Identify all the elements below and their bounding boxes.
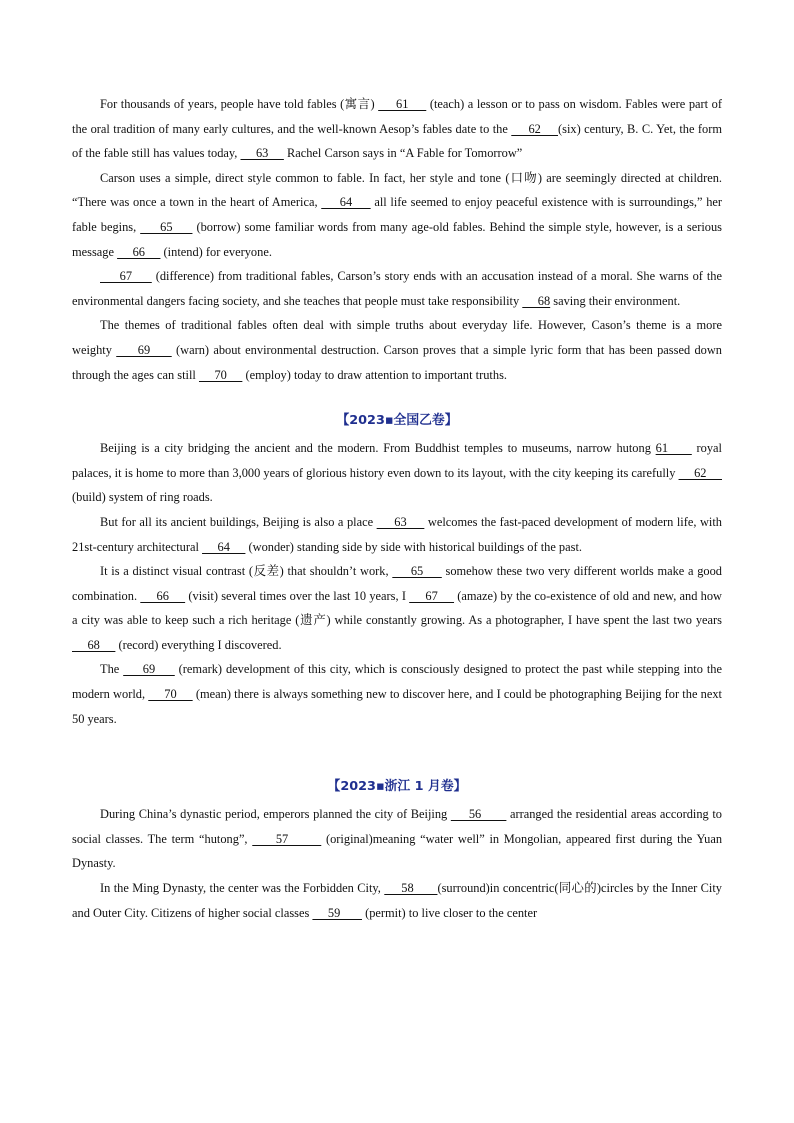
passage-text: (record) everything I discovered. xyxy=(115,637,282,652)
paragraph xyxy=(72,92,722,166)
answer-blank: 66 xyxy=(140,588,186,603)
passage-text: (amaze) by the co-existence of old and new, and how a city was able to keep such a rich heritage (遗产) while constantly growing. As a photographer, I have spent the last two years xyxy=(72,588,723,628)
answer-blank: 65 xyxy=(392,564,442,579)
passage-text: The themes of traditional fables often deal with simple truths about everyday life. However, Cason’s theme is a more weighty xyxy=(72,318,722,357)
section-title-quanguo-yi: 【2023▪全国乙卷】 xyxy=(336,413,458,429)
passage-text: (teach) a lesson or to pass on wisdom. Fables were part of the oral tradition of many early cultures, and the well-known Aesop’s fables date to the xyxy=(72,97,722,136)
answer-blank: 70 xyxy=(198,367,243,382)
passage-text: (employ) today to draw attention to important truths. xyxy=(242,367,507,382)
passage-text: But for all its ancient buildings, Beijing is also a place xyxy=(100,514,377,529)
passage-text: (surround)in concentric(同心的)circles by the Inner City and Outer City. Citizens of higher social classes xyxy=(72,881,723,920)
passage-section-3 xyxy=(72,802,722,925)
answer-blank: 65 xyxy=(140,219,193,234)
answer-blank: 67 xyxy=(100,269,152,284)
passage-text: (mean) there is always something new to discover here, and I could be photographing Beijing for the next 50 years. xyxy=(72,687,722,726)
answer-blank: 63 xyxy=(240,146,284,161)
answer-blank: 64 xyxy=(321,195,371,210)
passage-text: all life seemed to enjoy peaceful existence with is surroundings,” her fable begins, xyxy=(72,195,723,234)
answer-blank: 58 xyxy=(384,881,438,896)
passage-text: (original)meaning “water well” in Mongolian, appeared first during the Yuan Dynasty. xyxy=(72,831,723,871)
answer-blank: 67 xyxy=(409,588,455,603)
passage-text: (visit) several times over the last 10 years, I xyxy=(185,588,410,603)
passage-text: (six) century, B. C. Yet, the form of the fable still has values today, xyxy=(72,121,723,161)
paragraph xyxy=(72,313,722,387)
answer-blank: 70 xyxy=(148,687,193,702)
passage-text: arranged the residential areas according to social classes. The term “hutong”, xyxy=(72,807,722,846)
passage-text: (wonder) standing side by side with historical buildings of the past. xyxy=(245,539,582,554)
passage-text: welcomes the fast-paced development of modern life, with 21st-century architectural xyxy=(72,514,723,554)
paragraph xyxy=(72,802,722,876)
paragraph xyxy=(72,876,722,925)
answer-blank: 62 xyxy=(678,465,722,480)
answer-blank: 59 xyxy=(312,905,362,920)
passage-section-2 xyxy=(72,436,722,731)
paragraph xyxy=(72,436,722,510)
passage-text: Carson uses a simple, direct style common to fable. In fact, her style and tone (口吻) are seemingly directed at children. “There was once a town in the heart of America, xyxy=(72,170,722,210)
answer-blank: 64 xyxy=(202,539,246,554)
answer-blank: 61 xyxy=(378,97,427,111)
answer-blank: 69 xyxy=(116,342,172,357)
passage-text: It is a distinct visual contrast (反差) that shouldn’t work, xyxy=(100,564,393,579)
passage-section-1 xyxy=(72,92,722,387)
passage-text: (remark) development of this city, which is consciously designed to protect the past while stepping into the modern world, xyxy=(72,662,722,702)
document-page xyxy=(72,92,722,925)
paragraph xyxy=(72,264,722,313)
passage-text: (intend) for everyone. xyxy=(160,244,272,259)
answer-blank: 56 xyxy=(450,807,507,822)
passage-text: somehow these two very different worlds make a good combination. xyxy=(72,564,722,603)
passage-text: The xyxy=(100,662,124,677)
paragraph xyxy=(72,559,722,657)
passage-text: (difference) from traditional fables, Carson’s story ends with an accusation instead of a moral. She warns of the environmental dangers facing society, and she teaches that people must take responsibility xyxy=(72,269,722,308)
passage-text: For thousands of years, people have told fables (寓言) xyxy=(100,97,379,111)
paragraph xyxy=(72,657,722,731)
paragraph xyxy=(72,510,722,559)
answer-blank: 63 xyxy=(376,514,425,529)
answer-blank: 57 xyxy=(252,831,322,846)
answer-blank: 69 xyxy=(123,662,175,677)
answer-blank: 66 xyxy=(117,244,161,259)
answer-blank: 61 xyxy=(655,441,692,456)
passage-text: (permit) to live closer to the center xyxy=(361,905,538,920)
passage-text: saving their environment. xyxy=(550,293,681,308)
answer-blank: 68 xyxy=(72,637,116,652)
passage-text: In the Ming Dynasty, the center was the Forbidden City, xyxy=(100,881,385,896)
answer-blank: 68 xyxy=(522,293,551,308)
passage-text: During China’s dynastic period, emperors planned the city of Beijing xyxy=(100,807,451,822)
passage-text: royal palaces, it is home to more than 3,000 years of glorious history even down to its layout, with the city keeping its carefully xyxy=(72,441,722,480)
passage-text: Beijing is a city bridging the ancient and the modern. From Buddhist temples to museums, narrow hutong xyxy=(100,441,656,456)
section-title-zhejiang: 【2023▪浙江 1 月卷】 xyxy=(327,779,467,795)
passage-text: Rachel Carson says in “A Fable for Tomorrow” xyxy=(283,146,523,161)
passage-text: (borrow) some familiar words from many age-old fables. Behind the simple style, however, is a serious message xyxy=(72,219,722,259)
passage-text: (build) system of ring roads. xyxy=(72,490,213,505)
answer-blank: 62 xyxy=(511,121,559,136)
passage-text: (warn) about environmental destruction. Carson proves that a simple lyric form that has been passed down through the ages can still xyxy=(72,342,722,382)
paragraph xyxy=(72,166,722,264)
